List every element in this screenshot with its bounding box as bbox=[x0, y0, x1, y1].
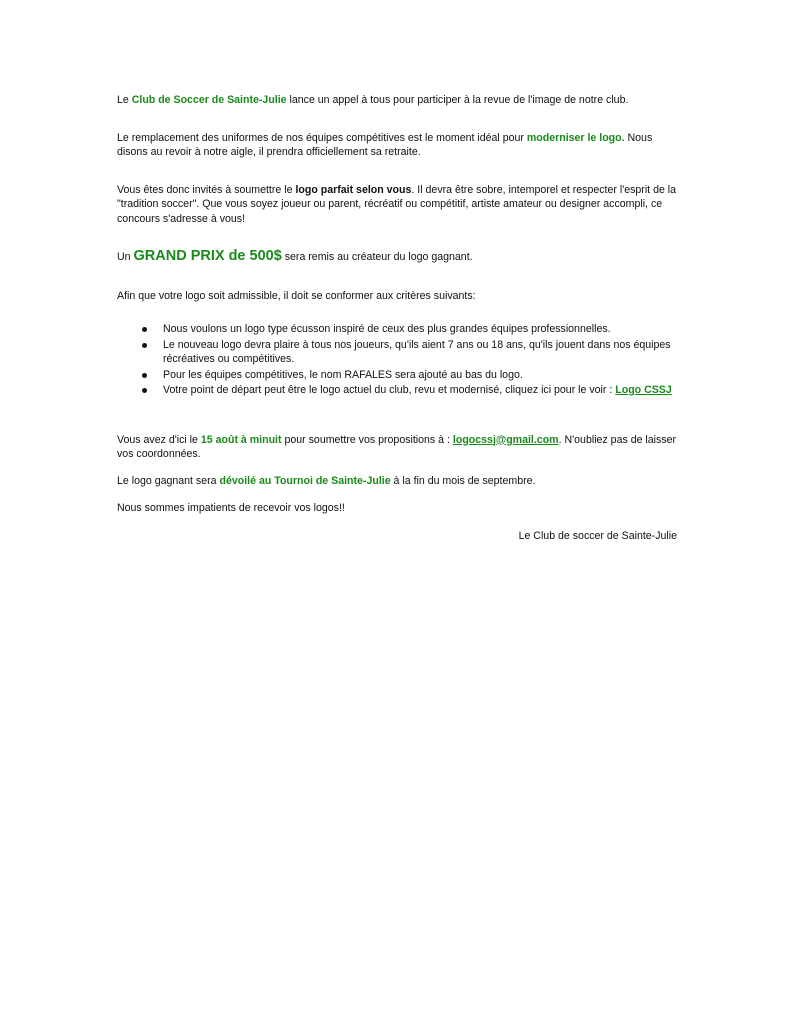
intro-rest: lance un appel à tous pour participer à la revue de l'image de notre club. bbox=[286, 94, 629, 106]
prize-paragraph bbox=[117, 249, 677, 265]
deadline-paragraph bbox=[117, 433, 677, 462]
invitation-prefix: Vous êtes donc invités à soumettre le bbox=[117, 183, 296, 196]
reveal-prefix: Le logo gagnant sera bbox=[117, 474, 220, 487]
invitation-rest: . Il devra être sobre, intemporel et respecter l'esprit de la "tradition soccer". Que vous soyez joueur ou parent, récréatif ou compétitif, artiste amateur ou designer accompli, ce concours s'adresse à vous! bbox=[117, 183, 677, 225]
deadline-mid: pour soumettre vos propositions à : bbox=[281, 433, 453, 446]
logo-cssj-link[interactable]: Logo CSSJ bbox=[615, 384, 672, 396]
criteria-item: Le nouveau logo devra plaire à tous nos joueurs, qu'ils aient 7 ans ou 18 ans, qu'ils jouent dans nos équipes récréatives ou compétitives. bbox=[163, 338, 677, 367]
deadline-date: 15 août à minuit bbox=[200, 433, 282, 446]
uniform-rest: Nous disons au revoir à notre aigle, il prendra officiellement sa retraite. bbox=[117, 131, 653, 158]
uniform-prefix: Le remplacement des uniformes de nos équipes compétitives est le moment idéal pour bbox=[117, 131, 527, 144]
criteria-intro: Afin que votre logo soit admissible, il doit se conformer aux critères suivants: bbox=[117, 289, 476, 302]
closing-paragraph: Nous sommes impatients de recevoir vos logos!! bbox=[117, 502, 345, 514]
reveal-rest: à la fin du mois de septembre. bbox=[390, 474, 536, 487]
modernize-highlight: moderniser le logo. bbox=[526, 131, 625, 144]
criteria-item: Pour les équipes compétitives, le nom RAFALES sera ajouté au bas du logo. bbox=[163, 368, 677, 383]
criteria-item-text: Votre point de départ peut être le logo actuel du club, revu et modernisé, cliquez ici pour le voir : bbox=[163, 384, 616, 396]
deadline-rest: . N'oubliez pas de laisser vos coordonnées. bbox=[117, 433, 677, 460]
criteria-list bbox=[117, 322, 677, 398]
tournament-highlight: dévoilé au Tournoi de Sainte-Julie bbox=[219, 474, 391, 487]
perfect-logo-bold: logo parfait selon vous bbox=[295, 183, 412, 196]
club-name: Club de Soccer de Sainte-Julie bbox=[131, 94, 287, 106]
signature: Le Club de soccer de Sainte-Julie bbox=[518, 529, 677, 542]
criteria-item: Nous voulons un logo type écusson inspiré de ceux des plus grandes équipes professionnelles. bbox=[163, 322, 677, 337]
grand-prize: GRAND PRIX de 500$ bbox=[133, 248, 282, 264]
document-body bbox=[117, 93, 677, 543]
intro-paragraph bbox=[117, 93, 677, 108]
uniform-paragraph bbox=[117, 131, 677, 160]
deadline-prefix: Vous avez d'ici le bbox=[117, 433, 201, 446]
reveal-paragraph bbox=[117, 474, 677, 489]
intro-prefix: Le bbox=[117, 94, 132, 106]
prize-rest: sera remis au créateur du logo gagnant. bbox=[281, 251, 473, 263]
prize-prefix: Un bbox=[117, 251, 134, 263]
criteria-item bbox=[163, 383, 677, 398]
email-link[interactable]: logocssj@gmail.com bbox=[452, 433, 559, 446]
invitation-paragraph bbox=[117, 183, 677, 227]
